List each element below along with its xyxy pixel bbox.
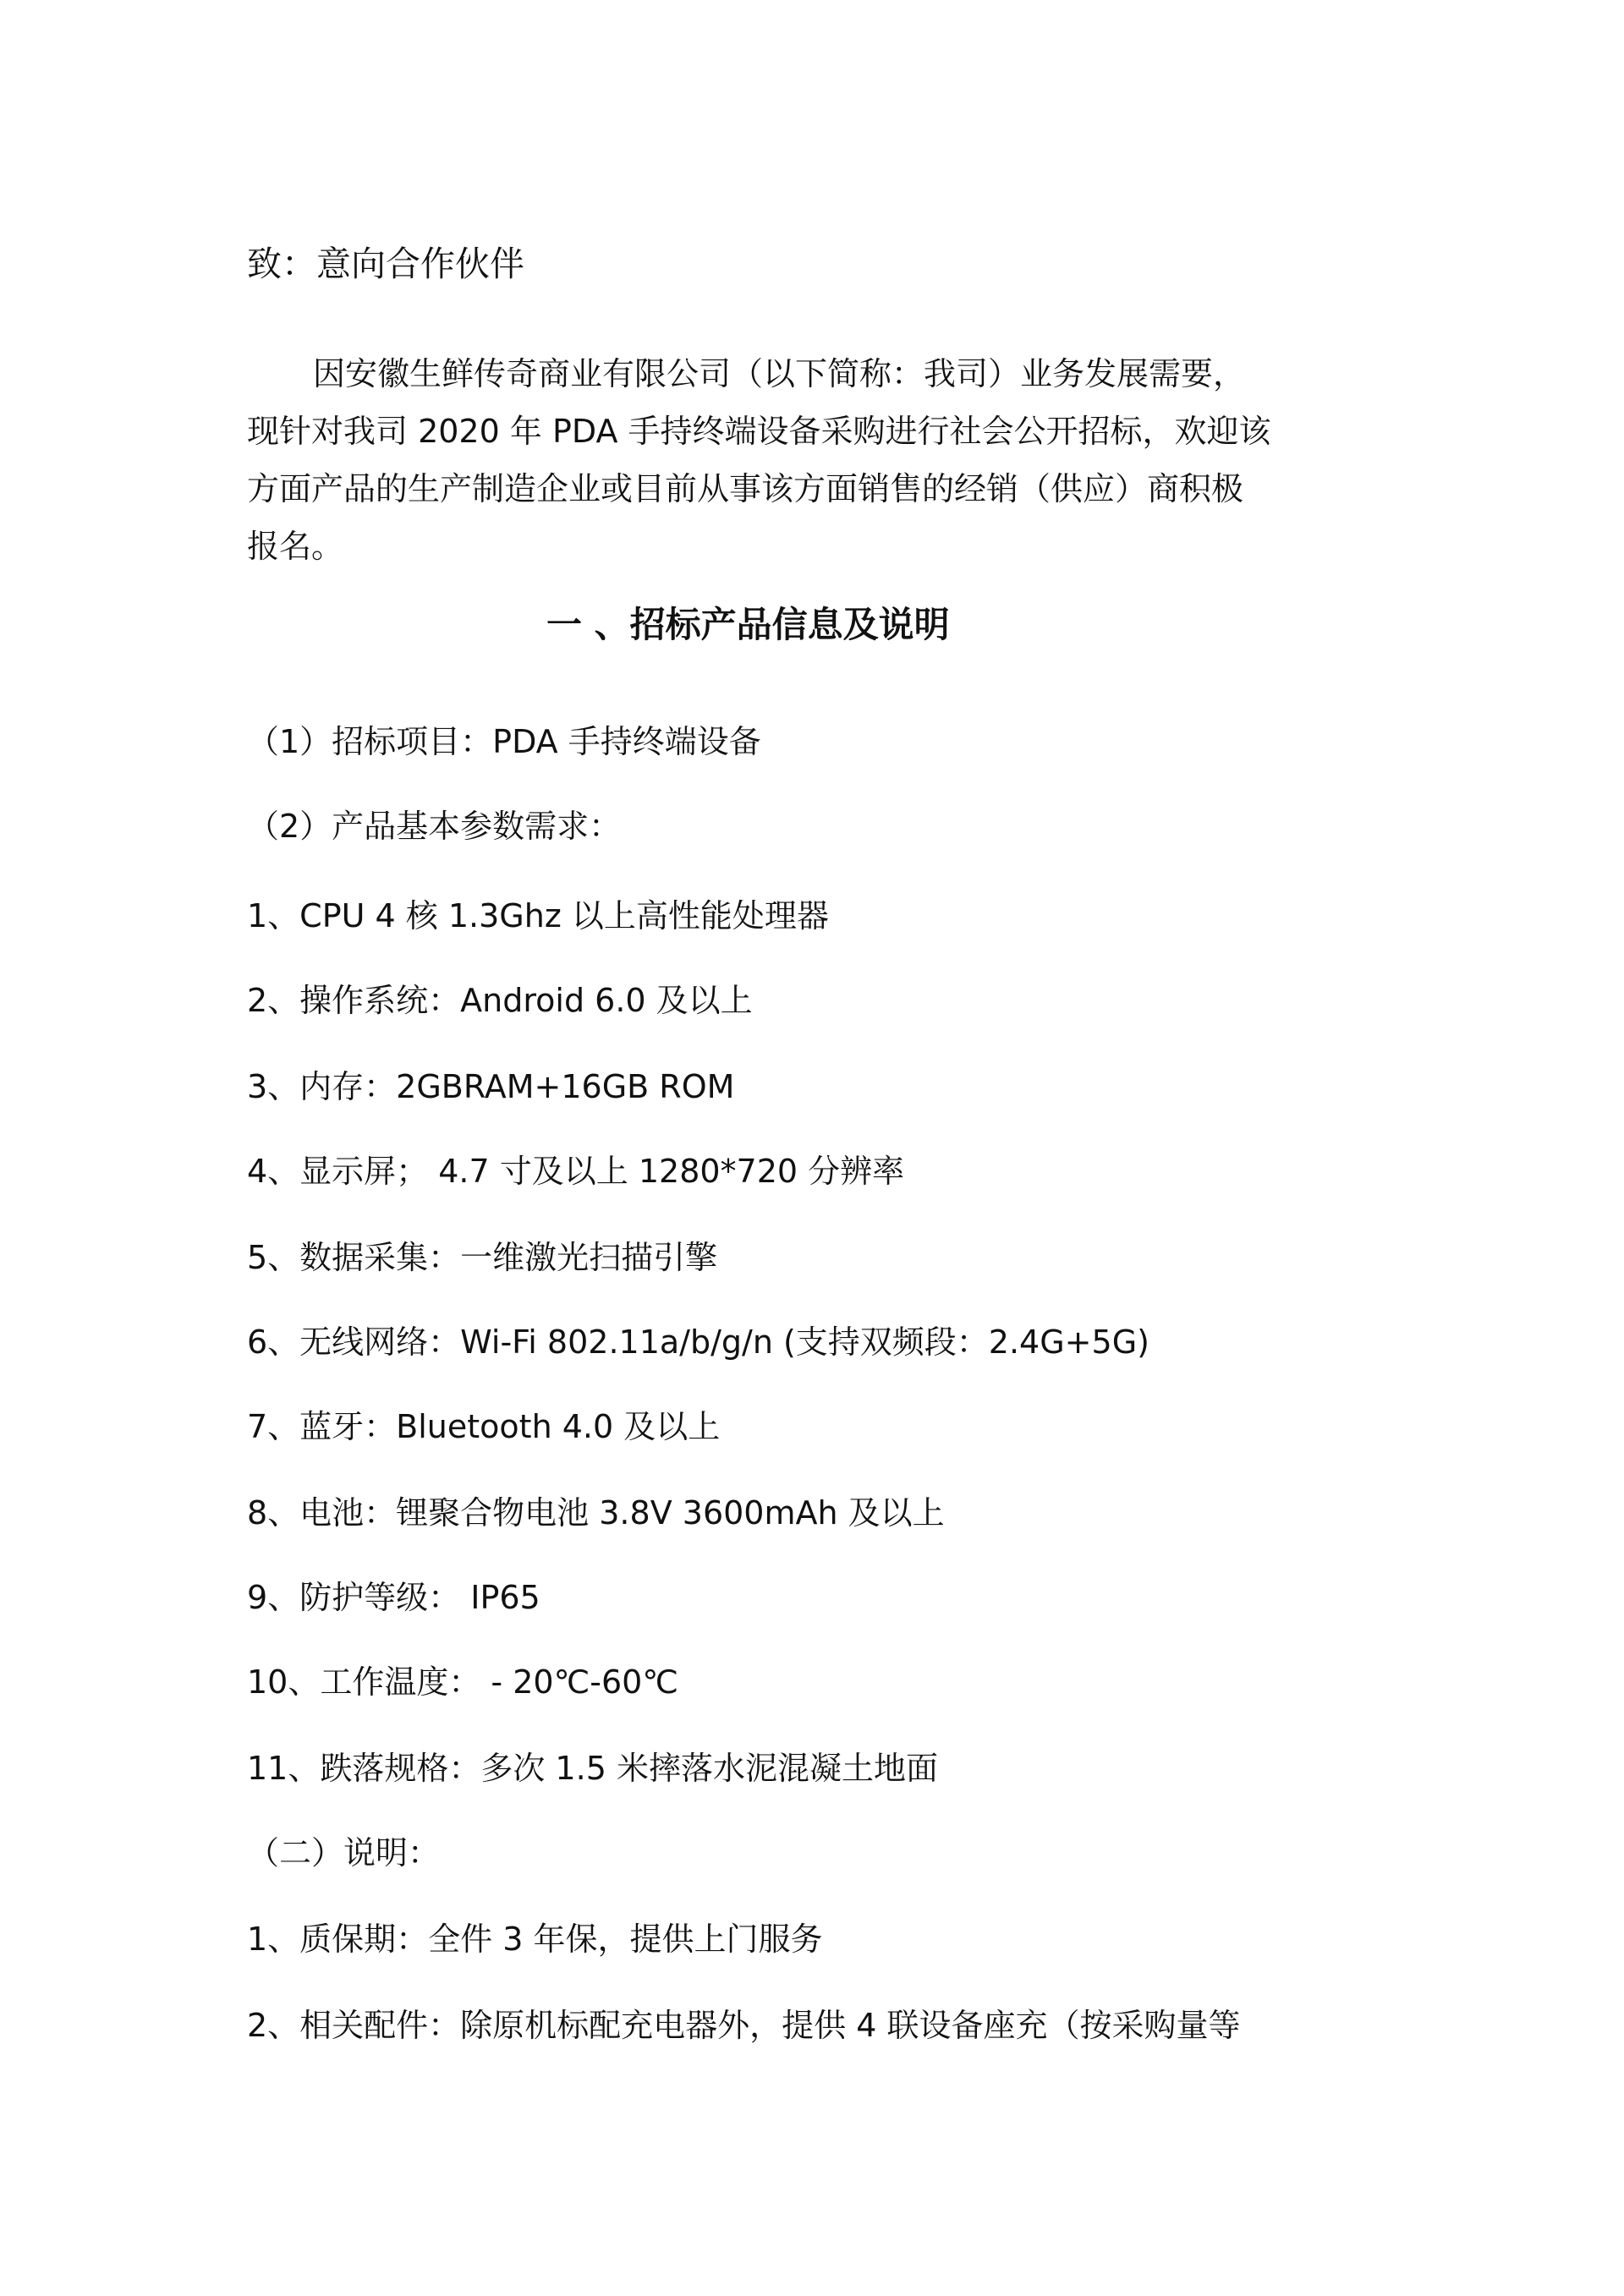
- param-item: 11、跌落规格：多次 1.5 米摔落水泥混凝土地面: [247, 1750, 938, 1787]
- section-heading: 一 、招标产品信息及说明: [546, 604, 950, 645]
- param-item: 8、电池：锂聚合物电池 3.8V 3600mAh 及以上: [247, 1494, 945, 1532]
- intro-line-1: 因安徽生鲜传奇商业有限公司（以下简称：我司）业务发展需要，: [313, 355, 1246, 392]
- params-heading: （2）产品基本参数需求：: [247, 808, 622, 845]
- intro-line-3: 方面产品的生产制造企业或目前从事该方面销售的经销（供应）商积极: [247, 470, 1244, 507]
- param-item: 3、内存：2GBRAM+16GB ROM: [247, 1068, 735, 1105]
- param-item: 2、操作系统：Android 6.0 及以上: [247, 982, 753, 1019]
- param-item: 10、工作温度： - 20℃-60℃: [247, 1663, 678, 1701]
- note-item: 2、相关配件：除原机标配充电器外，提供 4 联设备座充（按采购量等: [247, 2007, 1241, 2044]
- param-item: 1、CPU 4 核 1.3Ghz 以上高性能处理器: [247, 897, 829, 934]
- param-item: 9、防护等级： IP65: [247, 1579, 540, 1616]
- intro-paragraph: [247, 345, 1296, 575]
- param-item: 6、无线网络：Wi-Fi 802.11a/b/g/n (支持双频段：2.4G+5G): [247, 1323, 1149, 1361]
- salutation: 致：意向合作伙伴: [247, 244, 524, 284]
- note-item: 1、质保期：全件 3 年保，提供上门服务: [247, 1921, 823, 1958]
- project-line: （1）招标项目：PDA 手持终端设备: [247, 723, 761, 760]
- param-item: 7、蓝牙：Bluetooth 4.0 及以上: [247, 1408, 721, 1445]
- intro-line-4: 报名。: [247, 528, 344, 565]
- notes-heading: （二）说明：: [247, 1834, 441, 1871]
- param-item: 4、显示屏； 4.7 寸及以上 1280*720 分辨率: [247, 1153, 905, 1190]
- param-item: 5、数据采集：一维激光扫描引擎: [247, 1239, 718, 1276]
- intro-line-2: 现针对我司 2020 年 PDA 手持终端设备采购进行社会公开招标，欢迎该: [247, 413, 1271, 450]
